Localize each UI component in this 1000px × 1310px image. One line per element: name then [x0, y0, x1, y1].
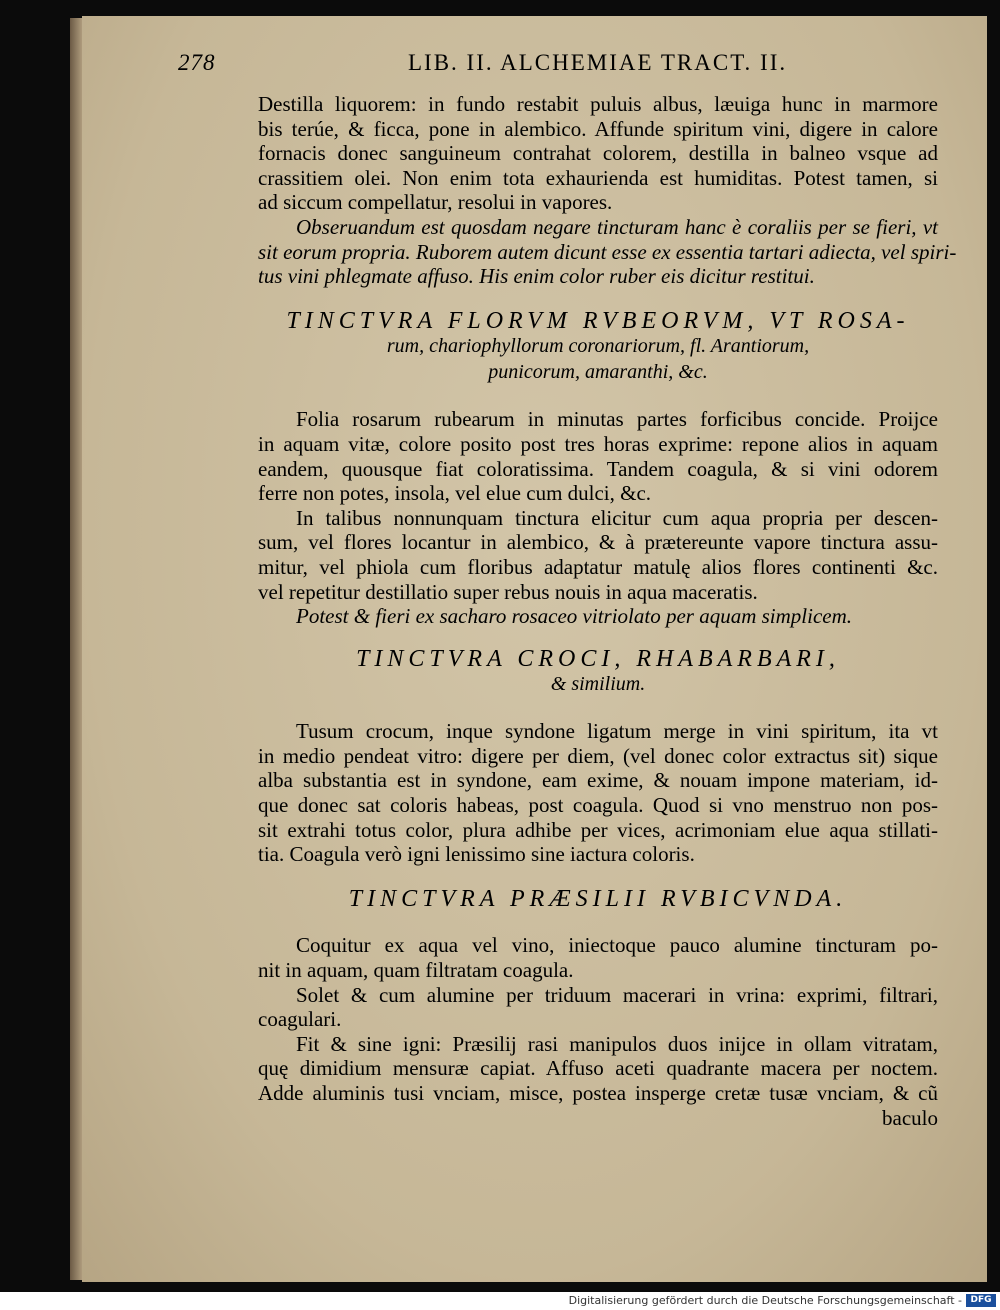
- text-line: crassitiem olei. Non enim tota exhaurienda est humiditas. Potest tamen, si: [258, 165, 938, 190]
- text-line: nit in aquam, quam filtratam coagula.: [258, 958, 574, 983]
- text-block: [258, 92, 957, 1130]
- text-line: ferre non potes, insola, vel elue cum dulci, &c.: [258, 481, 652, 506]
- section-heading: TINCTVRA CROCI, RHABARBARI,: [356, 645, 840, 672]
- text-line: Folia rosarum rubearum in minutas partes forficibus concide. Proijce: [296, 407, 938, 432]
- text-line: Fit & sine igni: Præsilij rasi manipulos duos inijce in ollam vitratam,: [296, 1031, 938, 1056]
- footer-bar: [0, 1292, 1000, 1310]
- text-line: Obseruandum est quosdam negare tincturam hanc è coraliis per se fieri, vt: [296, 214, 938, 239]
- funding-notice: Digitalisierung gefördert durch die Deutsche Forschungsgemeinschaft -: [568, 1294, 962, 1307]
- text-line: Potest & fieri ex sacharo rosaceo vitriolato per aquam simplicem.: [296, 604, 853, 629]
- text-line: tus vini phlegmate affuso. His enim color ruber eis dicitur restitui.: [258, 264, 815, 289]
- text-line: Coquitur ex aqua vel vino, iniectoque pauco alumine tincturam po-: [296, 933, 938, 958]
- section-heading: TINCTVRA PRÆSILII RVBICVNDA.: [348, 885, 848, 912]
- text-line: alba substantia est in syndone, eam exime, & nouam impone materiam, id-: [258, 768, 938, 793]
- catchword: baculo: [882, 1105, 938, 1130]
- text-line: quę dimidium mensuræ capiat. Affuso aceti quadrante macera per noctem.: [258, 1056, 938, 1081]
- text-line: sit extrahi totus color, plura adhibe per vices, acrimoniam elue aqua stillati-: [258, 817, 938, 842]
- text-line: ad siccum compellatur, resolui in vapores.: [258, 190, 613, 215]
- text-line: Destilla liquorem: in fundo restabit puluis albus, læuiga hunc in marmore: [258, 92, 938, 116]
- text-line: Tusum crocum, inque syndone ligatum merge in vini spiritum, ita vt: [296, 719, 938, 744]
- text-line: que donec sat coloris habeas, post coagula. Quod si vno menstruo non pos-: [258, 793, 938, 818]
- text-line: in medio pendeat vitro: digere per diem, (vel donec color extractus sit) sique: [258, 743, 938, 768]
- section-heading: TINCTVRA FLORVM RVBEORVM, VT ROSA-: [286, 307, 910, 334]
- section-subheading: punicorum, amaranthi, &c.: [488, 361, 708, 384]
- text-line: in aquam vitæ, colore posito post tres horas exprime: repone alios in aquam: [258, 431, 938, 456]
- text-line: eandem, quousque fiat coloratissima. Tandem coagula, & si vini odorem: [258, 456, 938, 481]
- text-line: vel repetitur destillatio super rebus nouis in aqua maceratis.: [258, 579, 758, 604]
- running-title: LIB. II. ALCHEMIAE TRACT. II.: [408, 50, 788, 75]
- section-subheading: & similium.: [550, 673, 646, 696]
- text-line: sum, vel flores locantur in alembico, & à prætereunte vapore tinctura assu-: [258, 530, 938, 555]
- text-line: mitur, vel phiola cum floribus adaptatur matulę alios flores continenti &c.: [258, 554, 938, 579]
- text-line: coagulari.: [258, 1007, 342, 1032]
- text-line: fornacis donec sanguineum contrahat colorem, destilla in balneo vsque ad: [258, 141, 938, 166]
- text-line: Solet & cum alumine per triduum macerari in vrina: exprimi, filtrari,: [296, 982, 938, 1007]
- text-line: Adde aluminis tusi vnciam, misce, postea insperge cretæ tusæ vnciam, & cũ: [258, 1081, 938, 1105]
- text-line: sit eorum propria. Ruborem autem dicunt esse ex essentia tartari adiecta, vel spiri-: [258, 239, 957, 264]
- text-line: bis terúe, & ficca, pone in alembico. Affunde spiritum vini, digere in calore: [258, 116, 938, 141]
- text-line: In talibus nonnunquam tinctura elicitur cum aqua propria per descen-: [296, 505, 938, 530]
- dfg-logo: DFG: [966, 1294, 996, 1307]
- text-line: tia. Coagula verò igni lenissimo sine iactura coloris.: [258, 842, 695, 867]
- section-subheading: rum, chariophyllorum coronariorum, fl. Arantiorum,: [386, 335, 810, 358]
- page-number: 278: [178, 50, 216, 75]
